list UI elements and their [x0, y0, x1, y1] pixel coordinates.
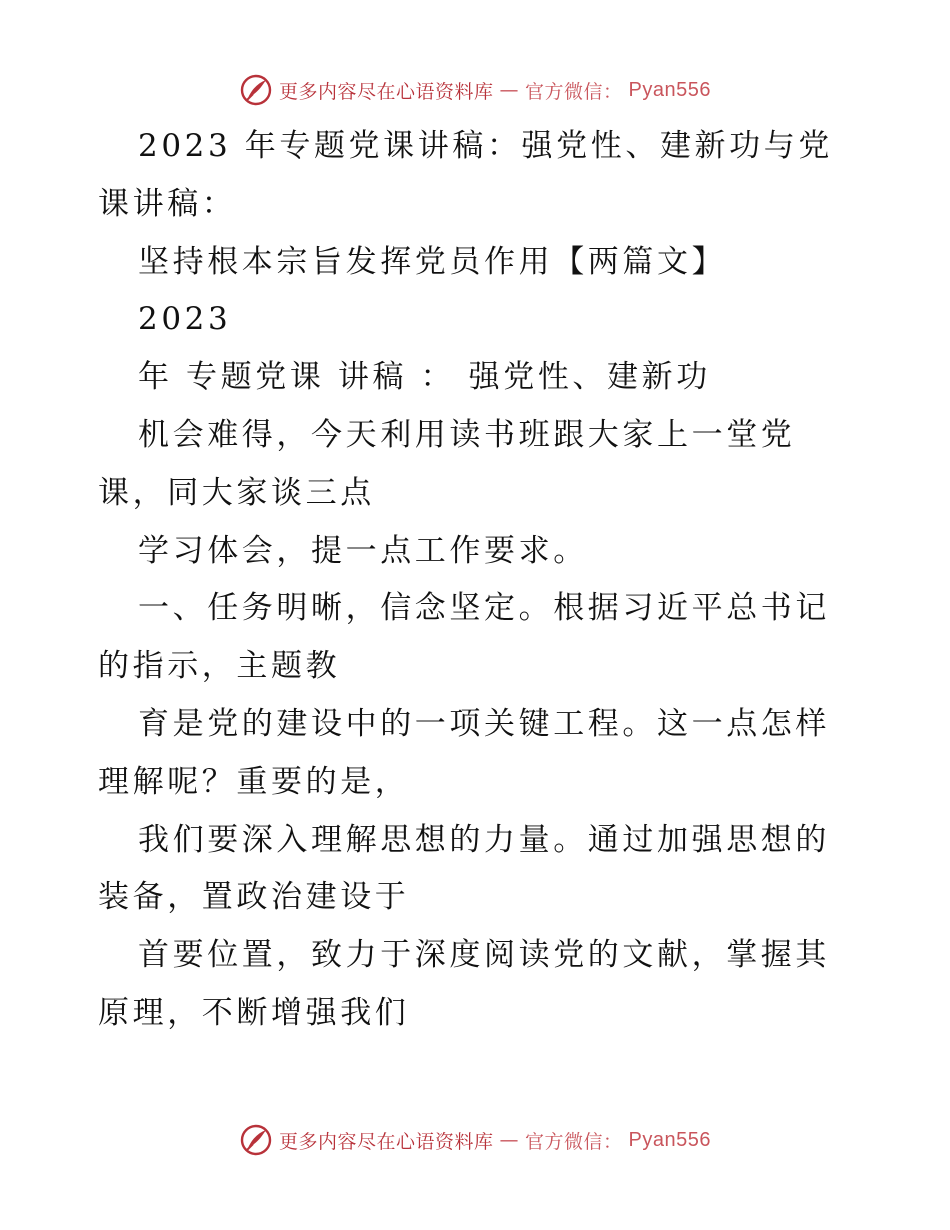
- watermark-wechat-label: 官方微信：: [525, 1130, 623, 1153]
- paragraph: 学习体会，提一点工作要求。: [138, 532, 588, 569]
- paragraph: 育是党的建设中的一项关键工程。这一点怎样理解呢？重要的是，: [98, 705, 830, 800]
- watermark-separator: —: [499, 1129, 520, 1151]
- paragraph-subtitle: 坚持根本宗旨发挥党员作用【两篇文】: [138, 243, 727, 280]
- watermark-wechat-label: 官方微信：: [525, 80, 623, 103]
- quill-circle-logo-icon: [239, 73, 273, 107]
- paragraph-title: 2023 年专题党课讲稿：强党性、建新功与党课讲稿：: [98, 128, 833, 222]
- watermark-brand: 更多内容尽在心语资料库: [279, 1130, 494, 1153]
- paragraph: 一、任务明晰，信念坚定。根据习近平总书记的指示，主题教: [98, 590, 830, 685]
- paragraph: 机会难得，今天利用读书班跟大家上一堂党课，同大家谈三点: [98, 416, 796, 511]
- header-watermark: [0, 70, 950, 110]
- watermark-wechat-id: Pyan556: [628, 1128, 711, 1151]
- paragraph-year: 2023: [138, 301, 232, 338]
- watermark-separator: —: [499, 79, 520, 101]
- footer-watermark: [0, 1120, 950, 1160]
- watermark-wechat-id: Pyan556: [628, 78, 711, 101]
- paragraph-heading: 年 专题党课 讲稿 ： 强党性、建新功: [138, 359, 711, 396]
- paragraph: 我们要深入理解思想的力量。通过加强思想的装备，置政治建设于: [98, 821, 830, 916]
- paragraph: 首要位置，致力于深度阅读党的文献，掌握其原理，不断增强我们: [98, 937, 830, 1031]
- document-body: [98, 118, 858, 1043]
- quill-circle-logo-icon: [239, 1123, 273, 1157]
- watermark-brand: 更多内容尽在心语资料库: [279, 80, 494, 103]
